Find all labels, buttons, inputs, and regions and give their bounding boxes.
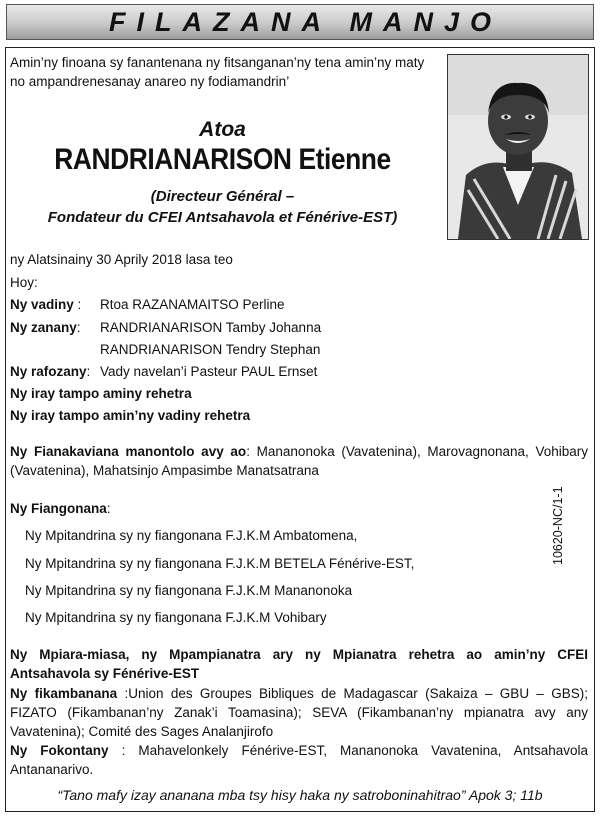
vady-row bbox=[10, 297, 81, 312]
vady-label: Ny vadiny bbox=[10, 297, 74, 312]
fokontany-paragraph bbox=[10, 741, 588, 779]
hoy-label: Hoy: bbox=[10, 275, 38, 290]
fianakaviana-text: : Mananonoka (Vavatenina), Marovagnonana, Vohibary (Vavatenina), Mahatsinjo Ampasimbe Manatsatrana bbox=[10, 444, 589, 478]
header-title: FILAZANA MANJO bbox=[109, 6, 502, 37]
church-item: Ny Mpitandrina sy ny fiangonana F.J.K.M Mananonoka bbox=[25, 583, 353, 598]
deceased-role bbox=[0, 186, 445, 228]
church-item: Ny Mpitandrina sy ny fiangonana F.J.K.M Ambatomena, bbox=[25, 528, 358, 543]
vady-value: Rtoa RAZANAMAITSO Perline bbox=[100, 297, 285, 312]
fikambanana-paragraph bbox=[10, 684, 588, 741]
vady-sep: : bbox=[73, 297, 82, 312]
fiangonana-label: Ny Fiangonana bbox=[10, 501, 107, 516]
zanany-label: Ny zanany bbox=[10, 320, 77, 335]
reference-code: 10620-NC/1-1 bbox=[551, 486, 565, 565]
fokontany-text: : Mahavelonkely Fénérive-EST, Mananonoka Vavatenina, Antsahavola Antananarivo. bbox=[10, 743, 588, 777]
bible-quote: “Tano mafy izay ananana mba tsy hisy haka ny satroboninahitrao” Apok 3; 11b bbox=[57, 787, 543, 803]
zanany-value-1: RANDRIANARISON Tamby Johanna bbox=[100, 320, 322, 335]
portrait-photo bbox=[447, 54, 589, 240]
fianakaviana-label: Ny Fianakaviana manontolo avy ao bbox=[10, 444, 247, 459]
date-line: ny Alatsinainy 30 Aprily 2018 lasa teo bbox=[10, 252, 233, 267]
fianakaviana-paragraph bbox=[10, 442, 588, 480]
role-line-1: (Directeur Général – bbox=[150, 188, 295, 205]
fikambanana-label: Ny fikambanana bbox=[10, 686, 118, 701]
fiangonana-heading bbox=[10, 501, 111, 516]
rafozany-row bbox=[10, 364, 90, 379]
iray-tampo-vady: Ny iray tampo amin’ny vadiny rehetra bbox=[10, 408, 251, 423]
role-line-2: Fondateur du CFEI Antsahavola et Fénérive-EST) bbox=[47, 209, 398, 226]
rafozany-sep: : bbox=[86, 364, 91, 379]
fikambanana-text: :Union des Groupes Bibliques de Madagascar (Sakaiza – GBU – GBS); FIZATO (Fikambanan’ny Zanak’i Toamasina); SEVA (Fikambanan’ny mpianatra avy any Vavatenina); Comité des Sages Analanjirofo bbox=[10, 686, 588, 739]
intro-text: Amin’ny finoana sy fanantenana ny fitsanganan’ny tena amin’ny maty no ampandrenesanay anareo ny fodiamandrin’ bbox=[10, 55, 425, 89]
fokontany-label: Ny Fokontany bbox=[10, 743, 109, 758]
portrait-image bbox=[448, 55, 588, 239]
zanany-value-2: RANDRIANARISON Tendry Stephan bbox=[100, 342, 321, 357]
header-banner bbox=[6, 4, 594, 40]
church-item: Ny Mpitandrina sy ny fiangonana F.J.K.M Vohibary bbox=[25, 610, 327, 625]
honorific: Atoa bbox=[199, 118, 246, 141]
rafozany-label: Ny rafozany bbox=[10, 364, 87, 379]
zanany-row bbox=[10, 320, 81, 335]
zanany-sep: : bbox=[76, 320, 81, 335]
church-item: Ny Mpitandrina sy ny fiangonana F.J.K.M BETELA Fénérive-EST, bbox=[25, 556, 415, 571]
iray-tampo: Ny iray tampo aminy rehetra bbox=[10, 386, 192, 401]
fiangonana-sep: : bbox=[106, 501, 111, 516]
rafozany-value: Vady navelan’i Pasteur PAUL Ernset bbox=[100, 364, 318, 379]
mpiara-miasa: Ny Mpiara-miasa, ny Mpampianatra ary ny Mpianatra rehetra ao amin’ny CFEI Antsahavola sy Fénérive-EST bbox=[10, 647, 588, 681]
deceased-name: RANDRIANARISON Etienne bbox=[54, 143, 391, 176]
